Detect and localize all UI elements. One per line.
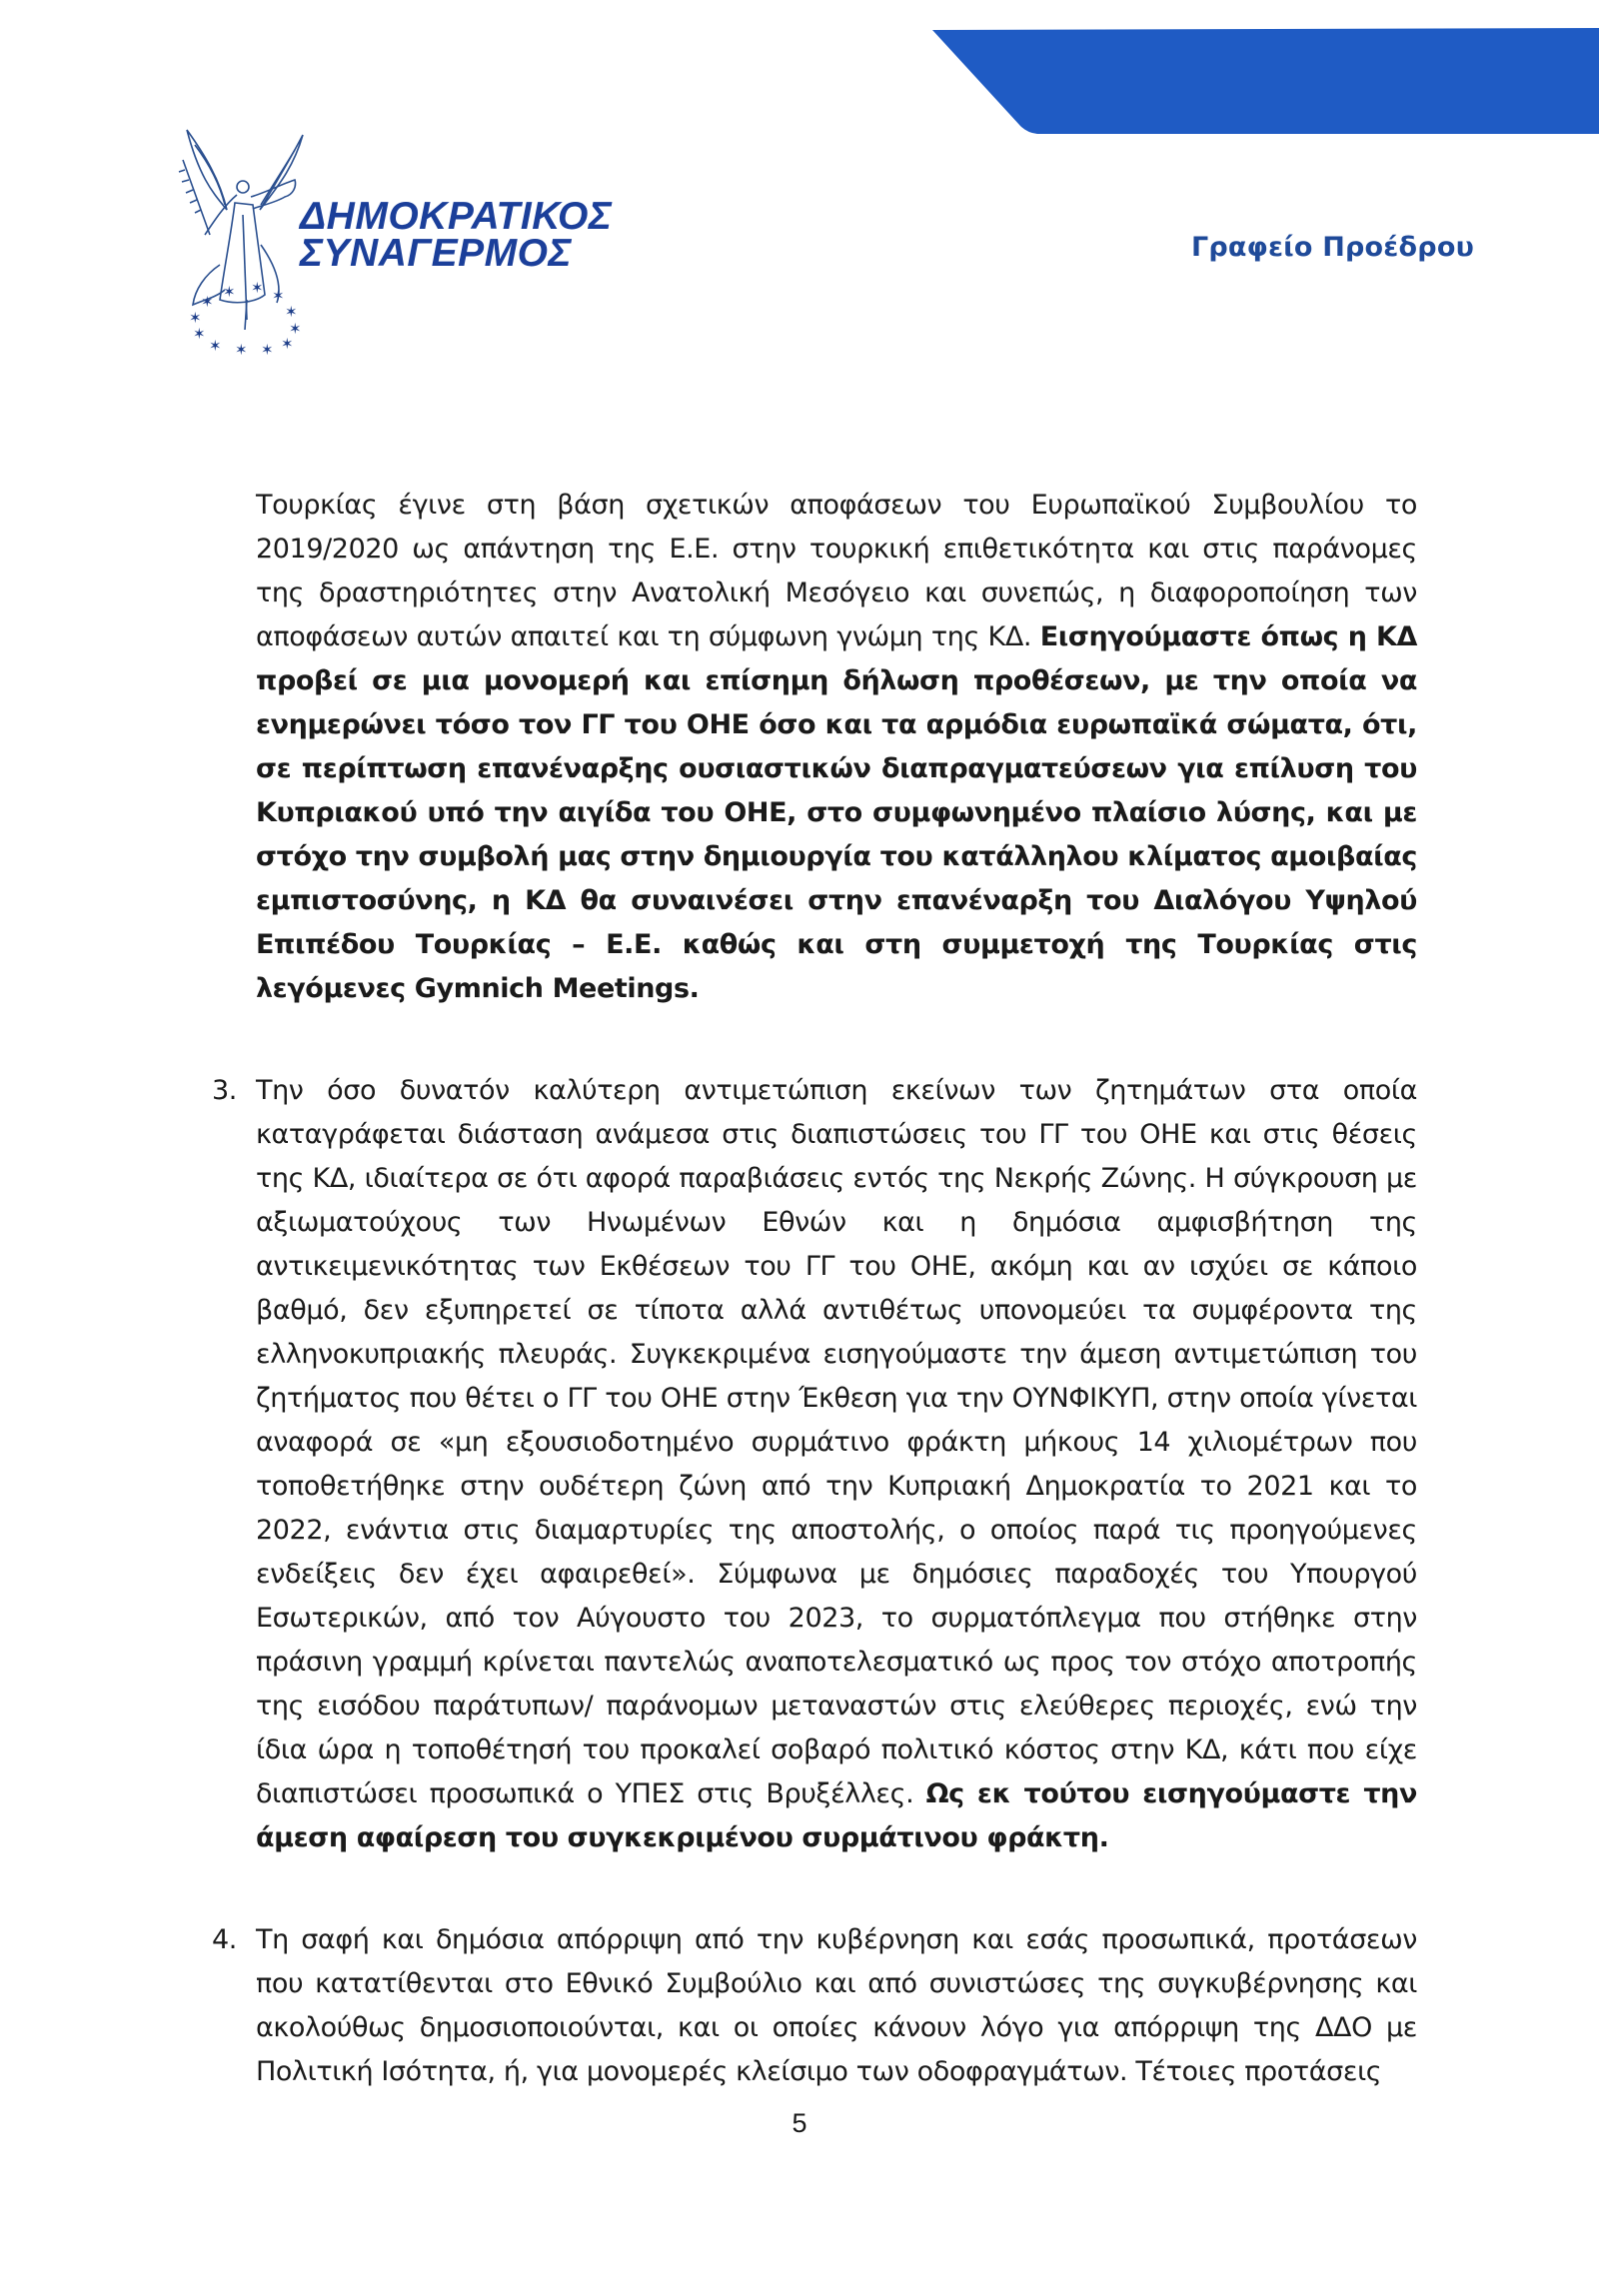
svg-text:✶: ✶: [251, 279, 264, 297]
svg-text:✶: ✶: [209, 337, 222, 355]
header-accent-band: [932, 28, 1599, 134]
party-name-line1: ΔΗΜΟΚΡΑΤΙΚΟΣ: [300, 195, 613, 238]
document-body: [212, 484, 1417, 2094]
list-number: 3.: [212, 1075, 237, 1106]
party-name-line2: ΣΥΝΑΓΕΡΜΟΣ: [300, 232, 573, 275]
intro-text: Τουρκίας έγινε στη βάση σχετικών αποφάσεων του Ευρωπαϊκού Συμβουλίου το 2019/2020 ως απάντηση της Ε.Ε. στην τουρκική επιθετικότητα και στις παράνομες της δραστηριότητες στην Ανατολική Μεσόγειο και συνεπώς, η διαφοροποίηση των αποφάσεων αυτών απαιτεί και τη σύμφωνη γνώμη της ΚΔ.: [256, 490, 1417, 652]
item-3-recommendation: Ως εκ τούτου εισηγούμαστε την άμεση αφαίρεση του συγκεκριμένου συρμάτινου φράκτη.: [256, 1778, 1417, 1853]
svg-text:✶: ✶: [281, 335, 294, 353]
item-4-text: Τη σαφή και δημόσια απόρριψη από την κυβέρνηση και εσάς προσωπικά, προτάσεων που κατατίθενται στο Εθνικό Συμβούλιο και από συνιστώσες της συγκυβέρνησης και ακολούθως δημοσιοποιούνται, και οι οποίες κάνουν λόγο για απόρριψη της ΔΔΟ με Πολιτική Ισότητα, ή, για μονομερές κλείσιμο των οδοφραγμάτων. Τέτοιες προτάσεις: [256, 1924, 1417, 2087]
intro-recommendation: Εισηγούμαστε όπως η ΚΔ προβεί σε μια μονομερή και επίσημη δήλωση προθέσεων, με την οποία να ενημερώνει τόσο τον ΓΓ του ΟΗΕ όσο και τα αρμόδια ευρωπαϊκά σώματα, ότι, σε περίπτωση επανέναρξης ουσιαστικών διαπραγματεύσεων για επίλυση του Κυπριακού υπό την αιγίδα του ΟΗΕ, στο συμφωνημένο πλαίσιο λύσης, και με στόχο την συμβολή μας στην δημιουργία του κατάλληλου κλίματος αμοιβαίας εμπιστοσύνης, η ΚΔ θα συναινέσει στην επανέναρξη του Διαλόγου Υψηλού Επιπέδου Τουρκίας – Ε.Ε. καθώς και στη συμμετοχή της Τουρκίας στις λεγόμενες Gymnich Meetings.: [256, 621, 1417, 1004]
svg-text:✶: ✶: [201, 293, 214, 311]
svg-text:✶: ✶: [189, 309, 202, 327]
svg-text:✶: ✶: [235, 341, 248, 355]
list-item-3: [212, 1069, 1417, 1860]
svg-text:✶: ✶: [272, 287, 285, 305]
svg-text:✶: ✶: [223, 283, 236, 301]
list-number: 4.: [212, 1924, 237, 1955]
item-3-text: Την όσο δυνατόν καλύτερη αντιμετώπιση εκείνων των ζητημάτων στα οποία καταγράφεται διάσταση ανάμεσα στις διαπιστώσεις του ΓΓ του ΟΗΕ και στις θέσεις της ΚΔ, ιδιαίτερα σε ότι αφορά παραβιάσεις εντός της Νεκρής Ζώνης. Η σύγκρουση με αξιωματούχους των Ηνωμένων Εθνών και η δημόσια αμφισβήτηση της αντικειμενικότητας των Εκθέσεων του ΓΓ του ΟΗΕ, ακόμη και αν ισχύει σε κάποιο βαθμό, δεν εξυπηρετεί σε τίποτα αλλά αντιθέτως υπονομεύει τα συμφέροντα της ελληνοκυπριακής πλευράς. Συγκεκριμένα εισηγούμαστε την άμεση αντιμετώπιση του ζητήματος που θέτει ο ΓΓ του ΟΗΕ στην Έκθεση για την ΟΥΝΦΙΚΥΠ, στην οποία γίνεται αναφορά σε «μη εξουσιοδοτημένο συρμάτινο φράκτη μήκους 14 χιλιομέτρων που τοποθετήθηκε στην ουδέτερη ζώνη από την Κυπριακή Δημοκρατία το 2021 και το 2022, ενάντια στις διαμαρτυρίες της αποστολής, ο οποίος παρά τις προηγούμενες ενδείξεις δεν έχει αφαιρεθεί». Σύμφωνα με δημόσιες παραδοχές του Υπουργού Εσωτερικών, από τον Αύγουστο του 2023, το συρματόπλεγμα που στήθηκε στην πράσινη γραμμή κρίνεται παντελώς αναποτελεσματικό ως προς τον στόχο αποτροπής της εισόδου παράτυπων/ παράνομων μεταναστών στις ελεύθερες περιοχές, ενώ την ίδια ώρα η τοποθέτησή του προκαλεί σοβαρό πολιτικό κόστος στην ΚΔ, κάτι που είχε διαπιστώσει προσωπικά ο ΥΠΕΣ στις Βρυξέλλες.: [256, 1075, 1417, 1809]
intro-paragraph: [256, 484, 1417, 1011]
svg-text:✶: ✶: [193, 325, 206, 343]
page-number: 5: [792, 2108, 807, 2138]
list-item-text: [256, 1918, 1417, 2094]
svg-text:✶: ✶: [261, 341, 274, 355]
office-title: Γραφείο Προέδρου: [1190, 232, 1474, 263]
party-name: [300, 195, 613, 275]
list-item-4: [212, 1918, 1417, 2094]
svg-text:✶: ✶: [289, 320, 302, 338]
list-item-text: [256, 1069, 1417, 1860]
svg-text:✶: ✶: [285, 303, 298, 321]
